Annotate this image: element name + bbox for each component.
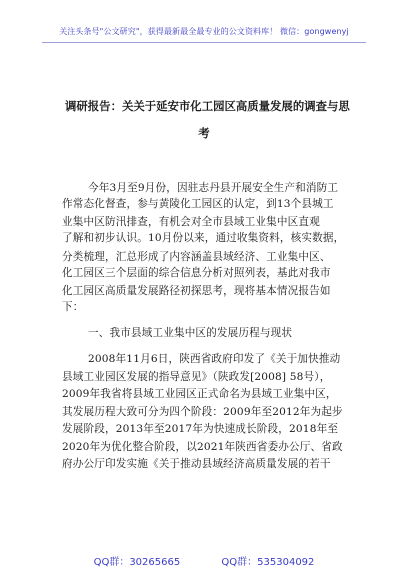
document-title-line-1: 调研报告：关关于延安市化工园区高质量发展的调查与思	[65, 99, 350, 113]
header-banner: 关注头条号"公文研究"，获得最新最全最专业的公文资料库！ 微信：gongwenyj	[59, 27, 349, 36]
body-line: 化工园区高质量发展路径初探思考，现将基本情况报告如	[62, 285, 331, 297]
body-line: 化工园区三个层面的综合信息分析对照列表，基此对我市	[62, 267, 331, 279]
page-header	[0, 0, 408, 50]
body-line: 业集中区防汛排查，有机会对全市县域工业集中区直观	[62, 216, 320, 228]
body-line: 2009年我省将县域工业园区正式命名为县域工业集中区，	[62, 388, 337, 400]
body-line: 今年3月至9月份，因驻志丹县开展安全生产和消防工	[88, 182, 339, 194]
body-line: 县域工业园区发展的指导意见》（陕政发[2008] 58号），	[62, 371, 331, 383]
body-line: 发展阶段，2013年至2017年为快速成长阶段，2018年至	[62, 423, 339, 435]
body-line: 2020年为优化整合阶段，以2021年陕西省委办公厅、省政	[62, 441, 343, 453]
body-line: 了解和初步认识。10月份以来，通过收集资料，核实数据，	[62, 232, 345, 244]
body-line: 2008年11月6日，陕西省政府印发了《关于加快推动	[88, 353, 341, 365]
body-line: 府办公厅印发实施《关于推动县域经济高质量发展的若干	[62, 458, 331, 470]
footer-qq-group-2: QQ群：535304092	[221, 557, 315, 568]
body-line: 作常态化督查，参与黄陵化工园区的认定，到13个县城工	[62, 198, 334, 210]
page-footer	[0, 553, 408, 568]
section-heading: 一、我市县域工业集中区的发展历程与现状	[88, 327, 293, 339]
document-title-line-2: 考	[198, 126, 210, 140]
body-line: 其发展历程大致可分为四个阶段：2009年至2012年为起步	[62, 406, 343, 418]
body-line: 分类梳理，汇总形成了内容涵盖县域经济、工业集中区、	[62, 251, 331, 263]
body-line: 下：	[62, 301, 84, 313]
footer-qq-group-1: QQ群：30265665	[93, 557, 181, 568]
header-divider	[42, 42, 366, 43]
